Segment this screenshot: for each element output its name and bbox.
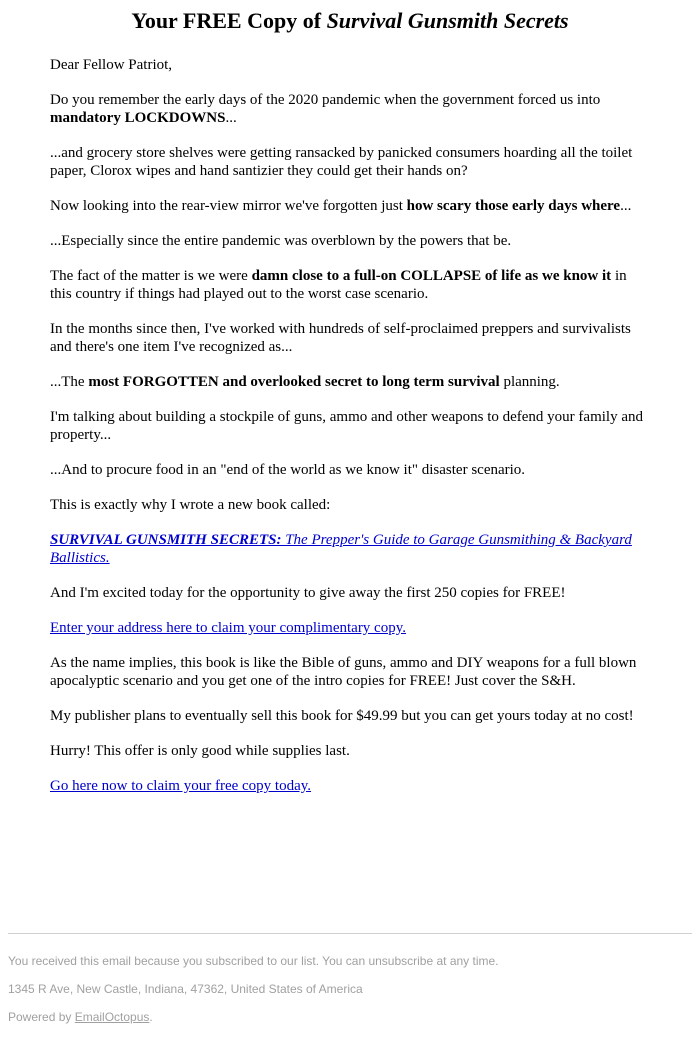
paragraph-book-intro: This is exactly why I wrote a new book called: [50, 497, 331, 513]
paragraph-preppers: In the months since then, I've worked with hundreds of self-proclaimed preppers and survivalists and there's one item I've recognized as... [50, 321, 631, 355]
claim-now-link-paragraph [50, 777, 645, 795]
paragraph-lockdowns [50, 91, 645, 127]
book-link-subtitle[interactable]: The Prepper's Guide to Garage Gunsmithing & Backyard Ballistics. [50, 532, 632, 566]
book-title-link[interactable] [50, 532, 632, 566]
emphasis-text: how scary those early days where [406, 198, 621, 214]
paragraph-text: Do you remember the early days of the 2020 pandemic when the government forced us into [50, 92, 601, 108]
paragraph-text: ... [225, 110, 237, 126]
paragraph-stockpile: I'm talking about building a stockpile of guns, ammo and other weapons to defend your family and property... [50, 409, 643, 443]
paragraph-collapse [50, 267, 645, 303]
claim-link-paragraph [50, 619, 645, 637]
claim-copy-link[interactable]: Enter your address here to claim your complimentary copy. [50, 620, 406, 636]
paragraph-food: ...And to procure food in an "end of the world as we know it" disaster scenario. [50, 462, 526, 478]
emphasis-text: mandatory LOCKDOWNS [50, 110, 226, 126]
paragraph-giveaway: And I'm excited today for the opportunity to give away the first 250 copies for FREE! [50, 585, 566, 601]
paragraph-text: ... [620, 198, 632, 214]
paragraph-hurry: Hurry! This offer is only good while supplies last. [50, 743, 350, 759]
paragraph-price: My publisher plans to eventually sell this book for $49.99 but you can get yours today at no cost! [50, 708, 634, 724]
footer-divider [8, 933, 692, 934]
greeting: Dear Fellow Patriot, [50, 57, 173, 73]
paragraph-text: in this country if things had played out to the worst case scenario. [50, 268, 627, 302]
book-link-paragraph [50, 531, 645, 567]
paragraph-grocery: ...and grocery store shelves were getting ransacked by panicked consumers hoarding all the toilet paper, Clorox wipes and hand santizier they could get their hands on? [50, 145, 633, 179]
paragraph-rear-view [50, 197, 645, 215]
powered-by [8, 1010, 692, 1024]
powered-by-prefix: Powered by [8, 1010, 75, 1024]
page-title [0, 7, 700, 35]
emailoctopus-link[interactable]: EmailOctopus [74, 1010, 150, 1024]
powered-by-suffix: . [149, 1010, 153, 1024]
email-footer [8, 954, 692, 1038]
sender-address: 1345 R Ave, New Castle, Indiana, 47362, United States of America [8, 982, 363, 996]
paragraph-text: The fact of the matter is we were [50, 268, 252, 284]
paragraph-overblown: ...Especially since the entire pandemic was overblown by the powers that be. [50, 233, 512, 249]
book-link-bold[interactable]: SURVIVAL GUNSMITH SECRETS: [50, 532, 282, 548]
paragraph-bible: As the name implies, this book is like the Bible of guns, ammo and DIY weapons for a full blown apocalyptic scenario and you get one of the intro copies for FREE! Just cover the S&H. [50, 655, 637, 689]
emphasis-text: most FORGOTTEN and overlooked secret to long term survival [88, 374, 500, 390]
paragraph-text: Now looking into the rear-view mirror we've forgotten just [50, 198, 407, 214]
title-prefix: Your FREE Copy of [131, 8, 327, 33]
title-book-name: Survival Gunsmith Secrets [326, 8, 569, 33]
paragraph-text: ...The [50, 374, 89, 390]
subscription-note: You received this email because you subscribed to our list. You can unsubscribe at any time. [8, 954, 499, 968]
claim-now-link[interactable]: Go here now to claim your free copy today. [50, 778, 312, 794]
paragraph-forgotten-secret [50, 373, 645, 391]
email-body [50, 56, 645, 812]
paragraph-text: planning. [499, 374, 560, 390]
emphasis-text: damn close to a full-on COLLAPSE of life as we know it [251, 268, 612, 284]
